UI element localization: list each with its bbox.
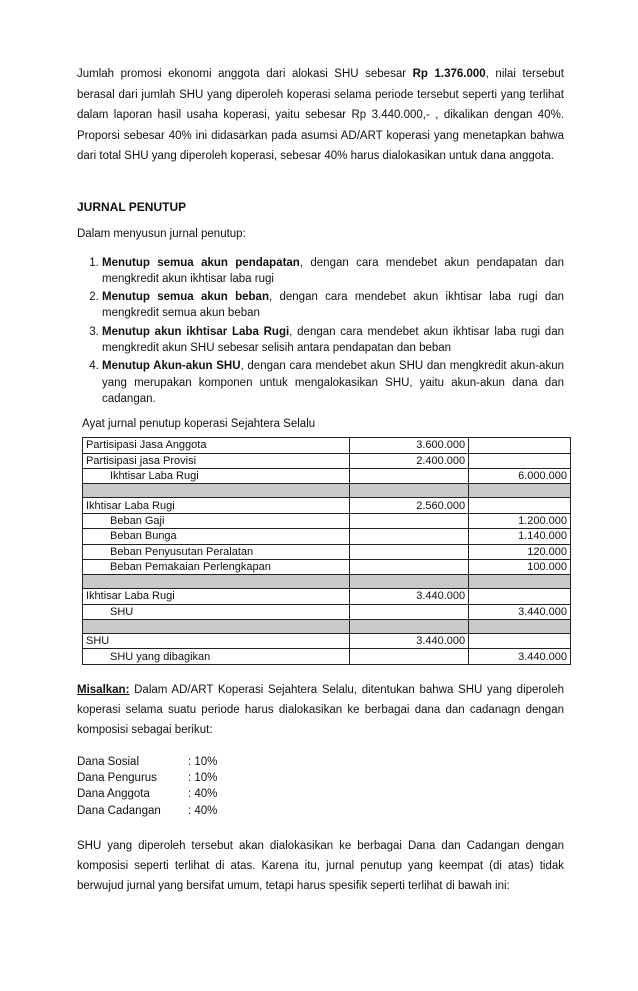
journal-account-cell: Beban Bunga [83,529,350,544]
example-text: Dalam AD/ART Koperasi Sejahtera Selalu, ditentukan bahwa SHU yang diperoleh koperasi selama suatu periode harus dialokasikan ke berbagai dana dan cadanagn dengan komposisi sebagai berikut: [77,683,564,736]
journal-credit-cell [469,589,571,604]
journal-account-cell: Beban Gaji [83,513,350,528]
step-description: , dengan cara mendebet akun ikhtisar laba rugi dan mengkredit akun SHU sebesar selisih antara pendapatan dan beban [102,325,564,354]
fund-percentage: : 40% [188,788,218,801]
intro-amount: Rp 1.376.000 [412,68,486,80]
separator-cell [469,484,571,498]
journal-credit-cell: 100.000 [469,559,571,574]
journal-account-cell: SHU [83,634,350,649]
journal-title: Ayat jurnal penutup koperasi Sejahtera Selalu [82,418,316,431]
journal-row [83,634,571,649]
document-page [77,64,567,896]
journal-account-cell: Partisipasi jasa Provisi [83,453,350,468]
journal-credit-cell: 3.440.000 [469,649,571,664]
closing-step [102,289,564,322]
journal-row [83,649,571,664]
journal-debit-cell [350,468,469,483]
journal-account-cell: SHU [83,604,350,619]
journal-credit-cell [469,438,571,453]
separator-cell [350,575,469,589]
journal-debit-cell [350,604,469,619]
journal-debit-cell: 3.440.000 [350,634,469,649]
separator-cell [469,620,571,634]
journal-account-cell: Ikhtisar Laba Rugi [83,498,350,513]
composition-list [77,754,564,819]
journal-credit-cell [469,453,571,468]
journal-row [83,529,571,544]
lead-text: Dalam menyusun jurnal penutup: [77,227,246,240]
separator-cell [83,620,350,634]
journal-debit-cell [350,544,469,559]
journal-account-cell: Ikhtisar Laba Rugi [83,468,350,483]
fund-name: Dana Pengurus [77,772,157,785]
example-label: Misalkan: [77,683,130,696]
composition-item [77,770,564,786]
step-description: , dengan cara mendebet akun SHU dan mengkredit akun-akun yang merupakan komponen untuk mengalokasikan SHU, yaitu akun-akun dana dan cadangan. [102,360,564,405]
journal-row [83,604,571,619]
closing-steps-list [77,255,564,408]
journal-debit-cell: 3.440.000 [350,589,469,604]
journal-credit-cell: 3.440.000 [469,604,571,619]
closing-paragraph: SHU yang diperoleh tersebut akan dialokasikan ke berbagai Dana dan Cadangan dengan komposisi seperti terlihat di atas. Karena itu, jurnal penutup yang keempat (di atas) tidak berwujud jurnal yang bersifat umum, tetapi harus spesifik seperti terlihat di bawah ini: [77,840,564,893]
fund-percentage: : 10% [188,755,218,768]
journal-account-cell: SHU yang dibagikan [83,649,350,664]
example-paragraph [77,680,564,740]
journal-account-cell: Beban Penyusutan Peralatan [83,544,350,559]
journal-debit-cell: 2.560.000 [350,498,469,513]
intro-text: Jumlah promosi ekonomi anggota dari alokasi SHU sebesar [77,68,413,80]
journal-account-cell: Partisipasi Jasa Anggota [83,438,350,453]
fund-name: Dana Cadangan [77,804,161,817]
journal-row [83,468,571,483]
journal-row [83,498,571,513]
journal-separator-row [83,620,571,634]
journal-debit-cell: 2.400.000 [350,453,469,468]
closing-step [102,255,564,288]
composition-item [77,786,564,802]
separator-cell [350,620,469,634]
journal-row [83,453,571,468]
step-description: , dengan cara mendebet akun ikhtisar laba rugi dan mengkredit semua akun beban [102,291,565,320]
journal-credit-cell [469,498,571,513]
separator-cell [83,484,350,498]
separator-cell [83,575,350,589]
step-title: Menutup semua akun beban [102,291,269,304]
composition-item [77,754,564,770]
journal-row [83,589,571,604]
fund-percentage: : 10% [188,772,218,785]
closing-step [102,358,564,407]
journal-separator-row [83,575,571,589]
step-title: Menutup akun ikhtisar Laba Rugi [102,325,290,338]
journal-separator-row [83,484,571,498]
section-heading: JURNAL PENUTUP [77,199,187,214]
fund-name: Dana Sosial [77,755,140,768]
journal-row [83,559,571,574]
separator-cell [350,484,469,498]
intro-paragraph [77,64,564,167]
fund-percentage: : 40% [188,804,218,817]
journal-debit-cell [350,559,469,574]
closing-step [102,324,564,357]
journal-account-cell: Ikhtisar Laba Rugi [83,589,350,604]
journal-credit-cell: 1.140.000 [469,529,571,544]
journal-credit-cell: 1.200.000 [469,513,571,528]
journal-account-cell: Beban Pemakaian Perlengkapan [83,559,350,574]
step-description: , dengan cara mendebet akun pendapatan dan mengkredit akun ikhtisar laba rugi [102,256,564,285]
step-title: Menutup Akun-akun SHU [102,360,241,373]
journal-debit-cell [350,529,469,544]
step-title: Menutup semua akun pendapatan [102,256,300,269]
journal-table [82,437,571,665]
journal-row [83,544,571,559]
composition-item [77,803,564,819]
intro-text-rest: , nilai tersebut berasal dari jumlah SHU yang diperoleh koperasi selama periode tersebut seperti yang terlihat dalam laporan hasil usaha koperasi, yaitu sebesar Rp 3.440.000,- , dikalikan dengan 40%. Proporsi sebesar 40% ini didasarkan pada asumsi AD/ART koperasi yang menetapkan bahwa dari total SHU yang diperoleh koperasi, sebesar 40% harus dialokasikan untuk dana anggota. [77,68,564,162]
journal-row [83,438,571,453]
journal-credit-cell: 120.000 [469,544,571,559]
journal-debit-cell [350,649,469,664]
separator-cell [469,575,571,589]
journal-credit-cell: 6.000.000 [469,468,571,483]
journal-row [83,513,571,528]
journal-debit-cell: 3.600.000 [350,438,469,453]
journal-credit-cell [469,634,571,649]
journal-debit-cell [350,513,469,528]
fund-name: Dana Anggota [77,788,150,801]
